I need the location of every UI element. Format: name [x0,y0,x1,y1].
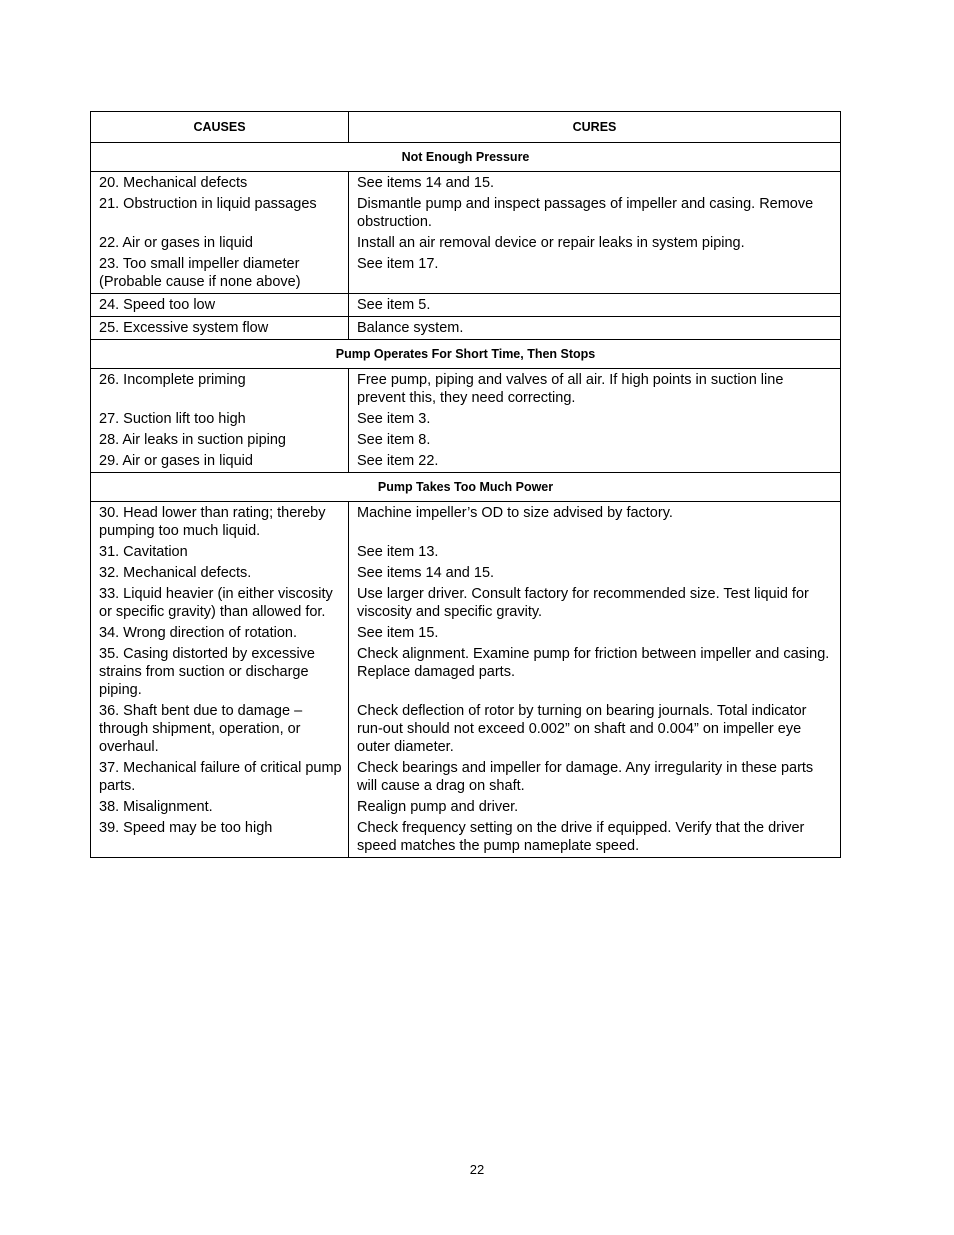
cure-text: Realign pump and driver. [357,799,519,815]
section-header-row [91,143,841,172]
cure-text: Use larger driver. Consult factory for recommended size. Test liquid for viscosity and specific gravity. [357,586,809,620]
cure-text: See item 22. [357,453,439,469]
cure-cell [349,172,841,294]
causes-column-header: CAUSES [91,112,349,143]
table-body [91,143,841,858]
cause-cell [91,369,349,473]
cause-text: 35. Casing distorted by excessive strains from suction or discharge piping. [99,646,315,698]
cause-text: 26. Incomplete priming [99,372,246,388]
cure-cell [349,502,841,858]
cause-text: 28. Air leaks in suction piping [99,432,286,448]
table-row [91,172,841,294]
cure-text: See items 14 and 15. [357,175,495,191]
cause-text: 33. Liquid heavier (in either viscosity or specific gravity) than allowed for. [99,586,333,620]
table-row [91,294,841,317]
cause-text: 29. Air or gases in liquid [99,453,253,469]
cure-text: Balance system. [357,320,464,336]
section-header-row [91,340,841,369]
cause-text: 30. Head lower than rating; thereby pumping too much liquid. [99,505,326,539]
cures-column-header: CURES [349,112,841,143]
cure-text: Dismantle pump and inspect passages of impeller and casing. Remove obstruction. [357,196,814,230]
cure-text: Install an air removal device or repair leaks in system piping. [357,235,745,251]
cause-text: 34. Wrong direction of rotation. [99,625,298,641]
cure-text: Machine impeller’s OD to size advised by factory. [357,505,673,521]
cause-text: 23. Too small impeller diameter (Probable cause if none above) [99,256,301,290]
cause-text: 22. Air or gases in liquid [99,235,253,251]
page-number: 22 [469,1162,485,1177]
cure-cell [349,369,841,473]
cure-text: See item 5. [357,297,431,313]
cure-text: See item 8. [357,432,431,448]
cause-text: 21. Obstruction in liquid passages [99,196,317,212]
section-header-row [91,473,841,502]
cause-text: 27. Suction lift too high [99,411,246,427]
table-header-row [91,112,841,143]
troubleshooting-table [90,111,841,858]
section-title: Not Enough Pressure [91,143,841,172]
cause-text: 24. Speed too low [99,297,216,313]
cause-text: 38. Misalignment. [99,799,213,815]
cause-cell [91,294,349,317]
cause-text: 25. Excessive system flow [99,320,269,336]
cure-text: Check frequency setting on the drive if equipped. Verify that the driver speed matches the pump nameplate speed. [357,820,805,854]
cure-text: Free pump, piping and valves of all air. If high points in suction line prevent this, they need correcting. [357,372,784,406]
cause-text: 37. Mechanical failure of critical pump parts. [99,760,342,794]
cause-cell [91,502,349,858]
cause-cell [91,317,349,340]
cause-text: 32. Mechanical defects. [99,565,252,581]
cause-text: 39. Speed may be too high [99,820,273,836]
cure-text: Check alignment. Examine pump for friction between impeller and casing. Replace damaged parts. [357,646,830,680]
cure-text: See item 13. [357,544,439,560]
section-title: Pump Takes Too Much Power [91,473,841,502]
cure-text: See item 15. [357,625,439,641]
table-row [91,502,841,858]
cause-text: 36. Shaft bent due to damage – through shipment, operation, or overhaul. [99,703,303,755]
cause-cell [91,172,349,294]
cause-text: 31. Cavitation [99,544,188,560]
table-row [91,317,841,340]
cure-cell [349,294,841,317]
cause-text: 20. Mechanical defects [99,175,248,191]
table-row [91,369,841,473]
cure-text: See item 3. [357,411,431,427]
cure-text: Check bearings and impeller for damage. Any irregularity in these parts will cause a drag on shaft. [357,760,814,794]
cure-text: See item 17. [357,256,439,272]
cure-text: See items 14 and 15. [357,565,495,581]
cure-cell [349,317,841,340]
cure-text: Check deflection of rotor by turning on bearing journals. Total indicator run-out should not exceed 0.002” on shaft and 0.004” on impeller eye outer diameter. [357,703,807,755]
section-title: Pump Operates For Short Time, Then Stops [91,340,841,369]
